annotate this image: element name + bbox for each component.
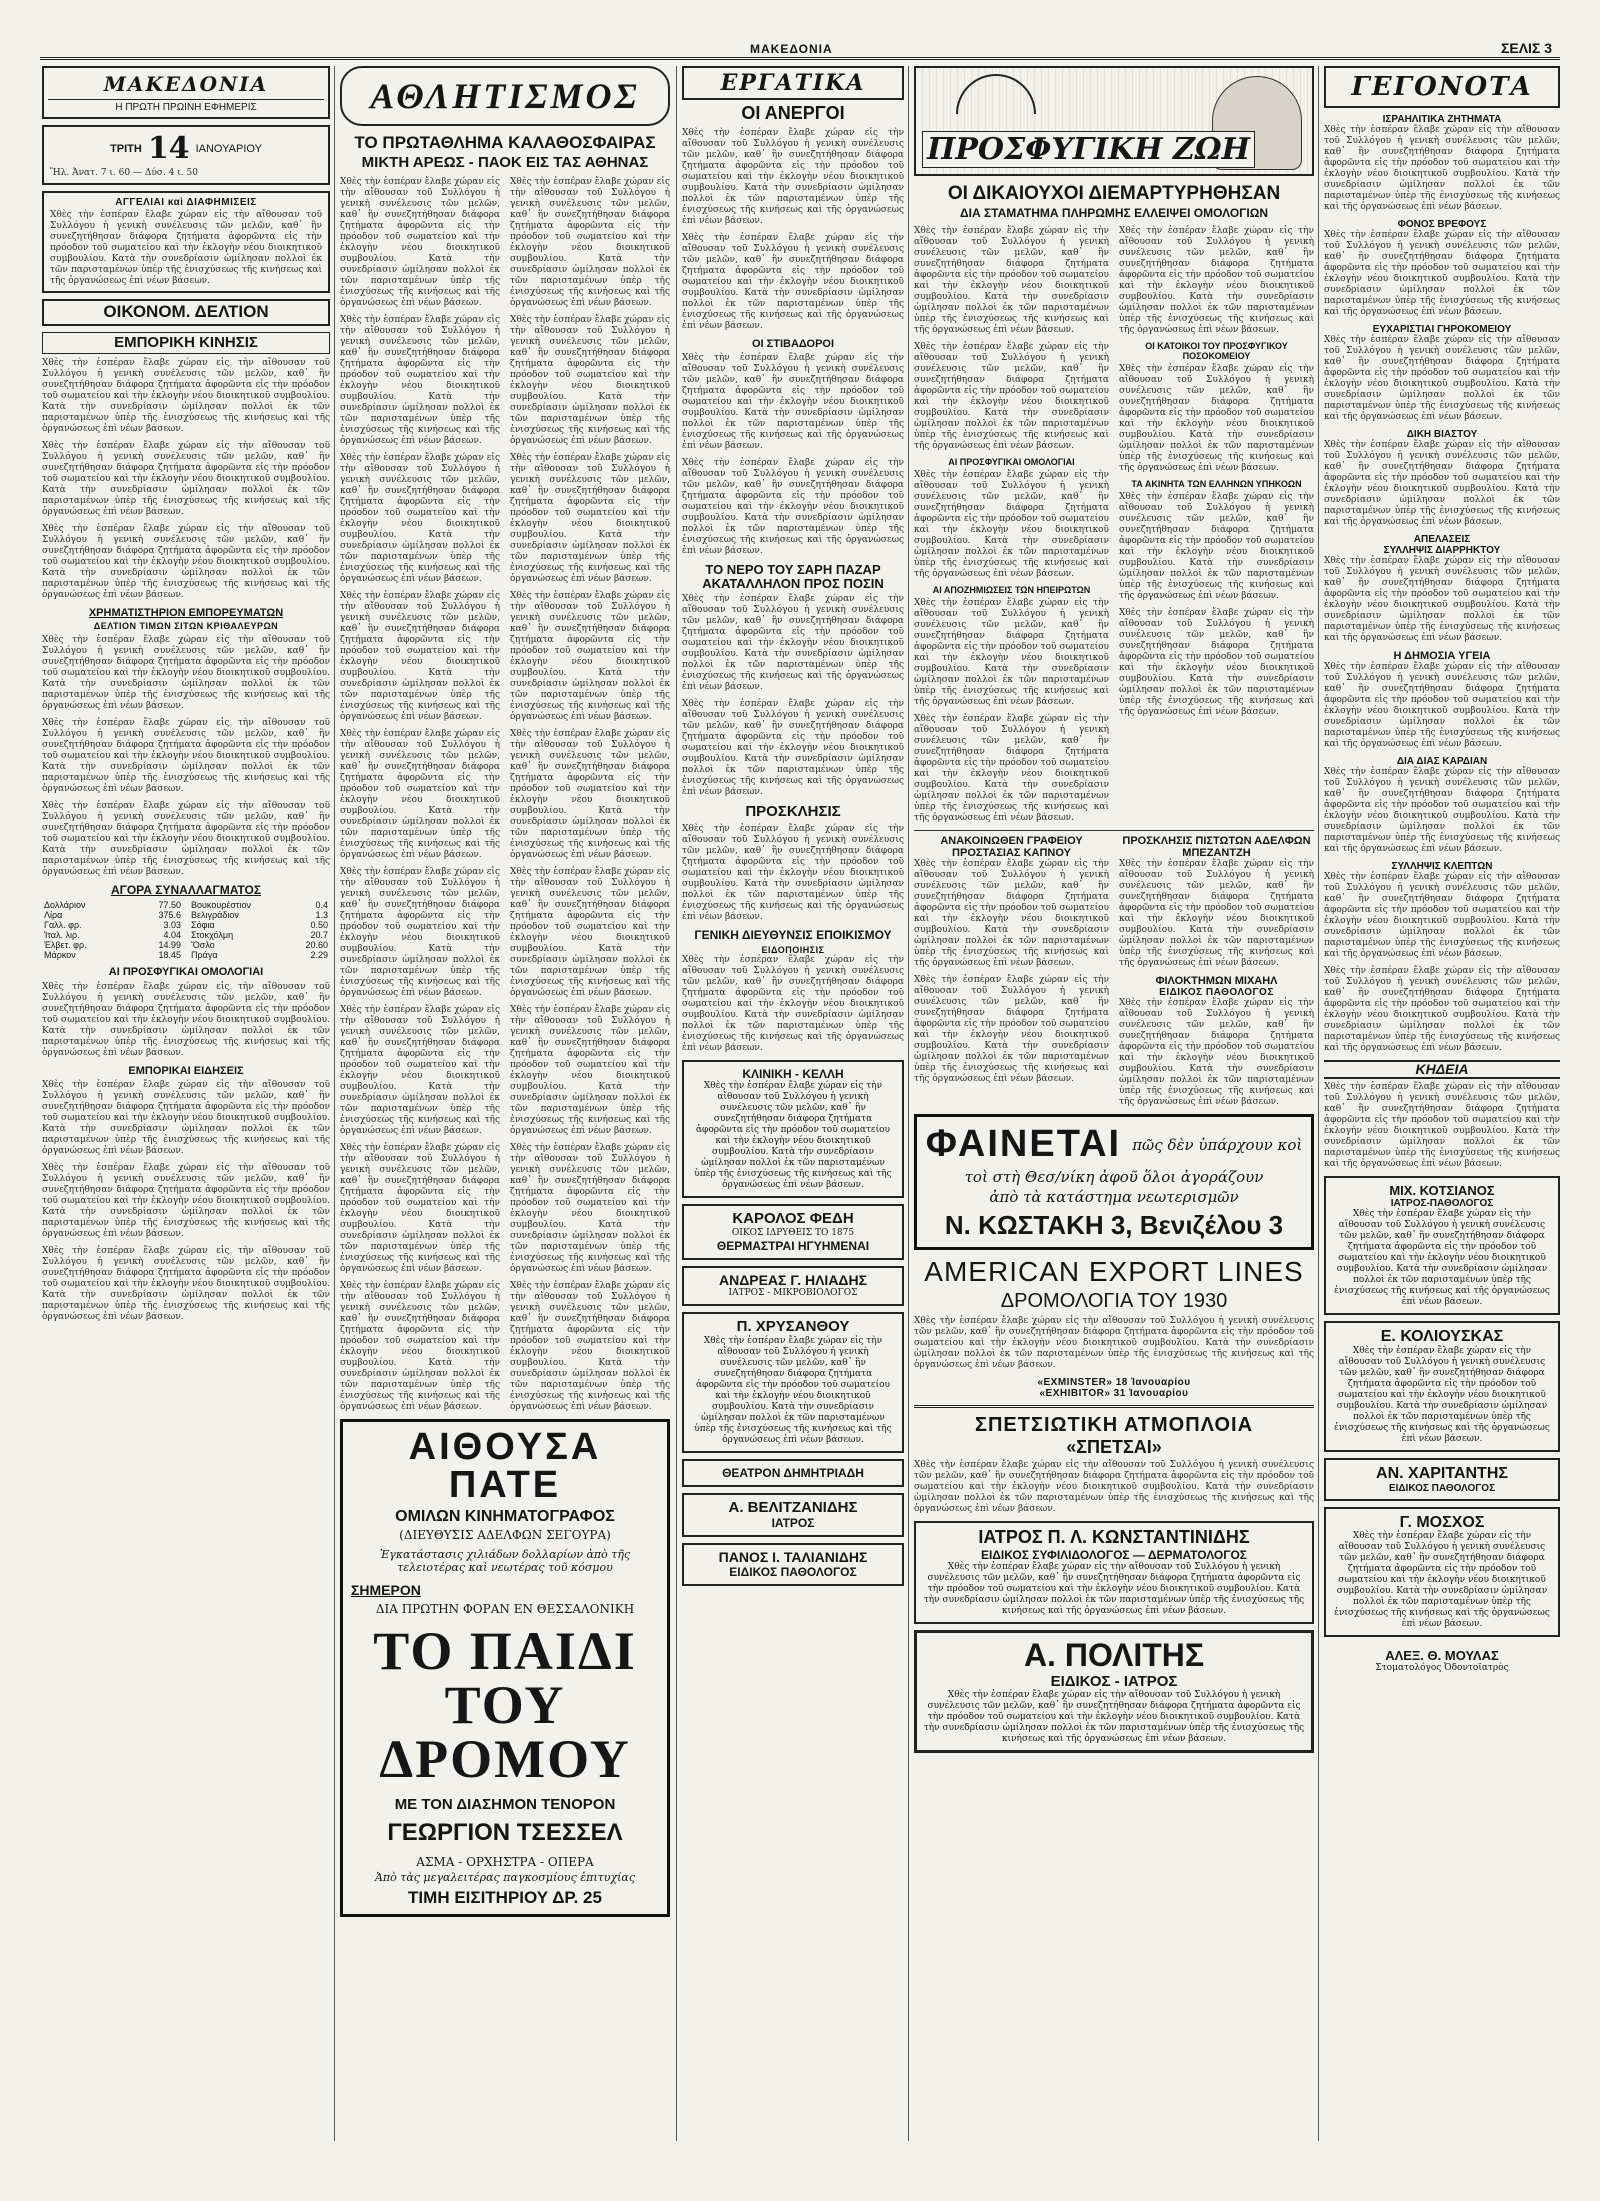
sports-subhead: ΜΙΚΤΗ ΑΡΕΩΣ - ΠΑΟΚ ΕΙΣ ΤΑΣ ΑΘΗΝΑΣ <box>361 153 649 171</box>
emporiki-heading: ΕΜΠΟΡΙΚΗ ΚΙΝΗΣΙΣ <box>42 332 330 355</box>
fedi-ad-founded: ΟΙΚΟΣ ΙΔΡΥΘΕΙΣ ΤΟ 1875 <box>731 1227 855 1238</box>
events-text: Χθὲς τὴν ἑσπέραν ἔλαβε χώραν εἰς τὴν αἴθουσαν τοῦ Συλλόγου ἡ γενικὴ συνέλευσις τῶν μελῶν, καθ᾽ ἣν συνεζητήθησαν διάφορα ζητήματα ἀφορῶντα εἰς τὴν πρόοδον τοῦ σωματείου καὶ τὴν ἐκλογὴν νέου διοικητικοῦ συμβουλίου. Κατὰ τὴν συνεδρίασιν ὡμίλησαν πολλοὶ ἐκ τῶν παρισταμένων ὑπὲρ τῆς ἐνισχύσεως τῆς κινήσεως καὶ τῆς ὀργανώσεως ἐπὶ νέων βάσεων. <box>1324 230 1560 317</box>
events-heading: ΦΟΝΟΣ ΒΡΕΦΟΥΣ <box>1397 219 1487 230</box>
events-section-banner: ΓΕΓΟΝΟΤΑ <box>1324 66 1560 108</box>
table-row: Βελιγράδιον 1.3 <box>191 910 328 921</box>
page-header-strip <box>40 40 1560 60</box>
politis-ad-title: ΕΙΔΙΚΟΣ - ΙΑΤΡΟΣ <box>1050 1672 1178 1690</box>
epoikismos-text: Χθὲς τὴν ἑσπέραν ἔλαβε χώραν εἰς τὴν αἴθουσαν τοῦ Συλλόγου ἡ γενικὴ συνέλευσις τῶν μελῶν, καθ᾽ ἣν συνεζητήθησαν διάφορα ζητήματα ἀφορῶντα εἰς τὴν πρόοδον τοῦ σωματείου καὶ τὴν ἐκλογὴν νέου διοικητικοῦ συμβουλίου. Κατὰ τὴν συνεδρίασιν ὡμίλησαν πολλοὶ ἐκ τῶν παρισταμένων ὑπὲρ τῆς ἐνισχύσεως τῆς κινήσεως καὶ τῆς ὀργανώσεως ἐπὶ νέων βάσεων. <box>682 955 904 1054</box>
refugee-text: Χθὲς τὴν ἑσπέραν ἔλαβε χώραν εἰς τὴν αἴθουσαν τοῦ Συλλόγου ἡ γενικὴ συνέλευσις τῶν μελῶν, καθ᾽ ἣν συνεζητήθησαν διάφορα ζητήματα ἀφορῶντα εἰς τὴν πρόοδον τοῦ σωματείου καὶ τὴν ἐκλογὴν νέου διοικητικοῦ συμβουλίου. Κατὰ τὴν συνεδρίασιν ὡμίλησαν πολλοὶ ἐκ τῶν παρισταμένων ὑπὲρ τῆς ἐνισχύσεως τῆς κινήσεως καὶ τῆς ὀργανώσεως ἐπὶ νέων βάσεων. <box>1119 226 1314 336</box>
events-heading: ΔΙΑ ΔΙΑΣ ΚΑΡΔΙΑΝ <box>1396 756 1488 768</box>
cinema-ad-film: ΤΟ ΠΑΙΔΙ ΤΟΥ ΔΡΟΜΟΥ <box>373 1621 637 1790</box>
sports-text: Χθὲς τὴν ἑσπέραν ἔλαβε χώραν εἰς τὴν αἴθουσαν τοῦ Συλλόγου ἡ γενικὴ συνέλευσις τῶν μελῶν, καθ᾽ ἣν συνεζητήθησαν διάφορα ζητήματα ἀφορῶντα εἰς τὴν πρόοδον τοῦ σωματείου καὶ τὴν ἐκλογὴν νέου διοικητικοῦ συμβουλίου. Κατὰ τὴν συνεδρίασιν ὡμίλησαν πολλοὶ ἐκ τῶν παρισταμένων ὑπὲρ τῆς ἐνισχύσεως τῆς κινήσεως καὶ τῆς ὀργανώσεως ἐπὶ νέων βάσεων. <box>510 867 670 999</box>
column-rule <box>334 66 335 2141</box>
sports-text: Χθὲς τὴν ἑσπέραν ἔλαβε χώραν εἰς τὴν αἴθουσαν τοῦ Συλλόγου ἡ γενικὴ συνέλευσις τῶν μελῶν, καθ᾽ ἣν συνεζητήθησαν διάφορα ζητήματα ἀφορῶντα εἰς τὴν πρόοδον τοῦ σωματείου καὶ τὴν ἐκλογὴν νέου διοικητικοῦ συμβουλίου. Κατὰ τὴν συνεδρίασιν ὡμίλησαν πολλοὶ ἐκ τῶν παρισταμένων ὑπὲρ τῆς ἐνισχύσεως τῆς κινήσεως καὶ τῆς ὀργανώσεως ἐπὶ νέων βάσεων. <box>510 177 670 309</box>
cinema-ad-today: ΣΗΜΕΡΟΝ <box>351 1582 421 1599</box>
ipeirotes-text-2: Χθὲς τὴν ἑσπέραν ἔλαβε χώραν εἰς τὴν αἴθουσαν τοῦ Συλλόγου ἡ γενικὴ συνέλευσις τῶν μελῶν, καθ᾽ ἣν συνεζητήθησαν διάφορα ζητήματα ἀφορῶντα εἰς τὴν πρόοδον τοῦ σωματείου καὶ τὴν ἐκλογὴν νέου διοικητικοῦ συμβουλίου. Κατὰ τὴν συνεδρίασιν ὡμίλησαν πολλοὶ ἐκ τῶν παρισταμένων ὑπὲρ τῆς ἐνισχύσεως τῆς κινήσεως καὶ τῆς ὀργανώσεως ἐπὶ νέων βάσεων. <box>914 713 1109 823</box>
masthead-subtitle: Η ΠΡΩΤΗ ΠΡΩΙΝΗ ΕΦΗΜΕΡΙΣ <box>48 99 324 113</box>
american-export-text: Χθὲς τὴν ἑσπέραν ἔλαβε χώραν εἰς τὴν αἴθουσαν τοῦ Συλλόγου ἡ γενικὴ συνέλευσις τῶν μελῶν, καθ᾽ ἣν συνεζητήθησαν διάφορα ζητήματα ἀφορῶντα εἰς τὴν πρόοδον τοῦ σωματείου καὶ τὴν ἐκλογὴν νέου διοικητικοῦ συμβουλίου. Κατὰ τὴν συνεδρίασιν ὡμίλησαν πολλοὶ ἐκ τῶν παρισταμένων ὑπὲρ τῆς ἐνισχύσεως τῆς κινήσεως καὶ τῆς ὀργανώσεως ἐπὶ νέων βάσεων. <box>914 1316 1314 1371</box>
ship-line: «EXHIBITOR» 31 Ἰανουαρίου <box>1039 1388 1189 1400</box>
masthead-box <box>42 66 330 119</box>
announcements-row <box>914 830 1314 1114</box>
eidiseis-text-2: Χθὲς τὴν ἑσπέραν ἔλαβε χώραν εἰς τὴν αἴθουσαν τοῦ Συλλόγου ἡ γενικὴ συνέλευσις τῶν μελῶν, καθ᾽ ἣν συνεζητήθησαν διάφορα ζητήματα ἀφορῶντα εἰς τὴν πρόοδον τοῦ σωματείου καὶ τὴν ἐκλογὴν νέου διοικητικοῦ συμβουλίου. Κατὰ τὴν συνεδρίασιν ὡμίλησαν πολλοὶ ἐκ τῶν παρισταμένων ὑπὲρ τῆς ἐνισχύσεως τῆς κινήσεως καὶ τῆς ὀργανώσεως ἐπὶ νέων βάσεων. <box>42 1162 330 1239</box>
sports-text: Χθὲς τὴν ἑσπέραν ἔλαβε χώραν εἰς τὴν αἴθουσαν τοῦ Συλλόγου ἡ γενικὴ συνέλευσις τῶν μελῶν, καθ᾽ ἣν συνεζητήθησαν διάφορα ζητήματα ἀφορῶντα εἰς τὴν πρόοδον τοῦ σωματείου καὶ τὴν ἐκλογὴν νέου διοικητικοῦ συμβουλίου. Κατὰ τὴν συνεδρίασιν ὡμίλησαν πολλοὶ ἐκ τῶν παρισταμένων ὑπὲρ τῆς ἐνισχύσεως τῆς κινήσεως καὶ τῆς ὀργανώσεως ἐπὶ νέων βάσεων. <box>510 1143 670 1275</box>
american-export-title: AMERICAN EXPORT LINES <box>924 1256 1304 1288</box>
cinema-ad-note: Ἐγκατάστασις χιλιάδων δολλαρίων ἀπὸ τῆς τελειοτέρας καὶ νεωτέρας τοῦ κόσμου <box>379 1548 631 1575</box>
cinema-ad <box>340 1419 670 1917</box>
koliouskas-ad-name: Ε. ΚΟΛΙΟΥΣΚΑΣ <box>1380 1328 1504 1346</box>
labour-headline: ΟΙ ΑΝΕΡΓΟΙ <box>741 103 845 123</box>
theatre-ad-name: ΘΕΑΤΡΟΝ ΔΗΜΗΤΡΙΑΔΗ <box>722 1465 864 1480</box>
notices-ad-text: Χθὲς τὴν ἑσπέραν ἔλαβε χώραν εἰς τὴν αἴθουσαν τοῦ Συλλόγου ἡ γενικὴ συνέλευσις τῶν μελῶν, καθ᾽ ἣν συνεζητήθησαν διάφορα ζητήματα ἀφορῶντα εἰς τὴν πρόοδον τοῦ σωματείου καὶ τὴν ἐκλογὴν νέου διοικητικοῦ συμβουλίου. Κατὰ τὴν συνεδρίασιν ὡμίλησαν πολλοὶ ἐκ τῶν παρισταμένων ὑπὲρ τῆς ἐνισχύσεως τῆς κινήσεως καὶ τῆς ὀργανώσεως ἐπὶ νέων βάσεων. <box>50 210 322 286</box>
sports-headline: ΤΟ ΠΡΩΤΑΘΛΗΜΑ ΚΑΛΑΘΟΣΦΑΙΡΑΣ <box>354 133 656 152</box>
konstantinidis-ad-text: Χθὲς τὴν ἑσπέραν ἔλαβε χώραν εἰς τὴν αἴθουσαν τοῦ Συλλόγου ἡ γενικὴ συνέλευσις τῶν μελῶν, καθ᾽ ἣν συνεζητήθησαν διάφορα ζητήματα ἀφορῶντα εἰς τὴν πρόοδον τοῦ σωματείου καὶ τὴν ἐκλογὴν νέου διοικητικοῦ συμβουλίου. Κατὰ τὴν συνεδρίασιν ὡμίλησαν πολλοὶ ἐκ τῶν παρισταμένων ὑπὲρ τῆς ἐνισχύσεως τῆς κινήσεως καὶ τῆς ὀργανώσεως ἐπὶ νέων βάσεων. <box>923 1561 1305 1616</box>
mihail-text: Χθὲς τὴν ἑσπέραν ἔλαβε χώραν εἰς τὴν αἴθουσαν τοῦ Συλλόγου ἡ γενικὴ συνέλευσις τῶν μελῶν, καθ᾽ ἣν συνεζητήθησαν διάφορα ζητήματα ἀφορῶντα εἰς τὴν πρόοδον τοῦ σωματείου καὶ τὴν ἐκλογὴν νέου διοικητικοῦ συμβουλίου. Κατὰ τὴν συνεδρίασιν ὡμίλησαν πολλοὶ ἐκ τῶν παρισταμένων ὑπὲρ τῆς ἐνισχύσεως τῆς κινήσεως καὶ τῆς ὀργανώσεως ἐπὶ νέων βάσεων. <box>1119 998 1314 1108</box>
omologiai-heading: ΑΙ ΠΡΟΣΦΥΓΙΚΑΙ ΟΜΟΛΟΓΙΑΙ <box>948 457 1075 468</box>
labour-text: Χθὲς τὴν ἑσπέραν ἔλαβε χώραν εἰς τὴν αἴθουσαν τοῦ Συλλόγου ἡ γενικὴ συνέλευσις τῶν μελῶν, καθ᾽ ἣν συνεζητήθησαν διάφορα ζητήματα ἀφορῶντα εἰς τὴν πρόοδον τοῦ σωματείου καὶ τὴν ἐκλογὴν νέου διοικητικοῦ συμβουλίου. Κατὰ τὴν συνεδρίασιν ὡμίλησαν πολλοὶ ἐκ τῶν παρισταμένων ὑπὲρ τῆς ἐνισχύσεως τῆς κινήσεως καὶ τῆς ὀργανώσεως ἐπὶ νέων βάσεων. <box>682 232 904 331</box>
kostaki-ad-line-2: τοὶ στὴ Θεσ/νίκη ἀφοῦ ὅλοι ἀγοράζουν <box>964 1168 1264 1187</box>
events-text: Χθὲς τὴν ἑσπέραν ἔλαβε χώραν εἰς τὴν αἴθουσαν τοῦ Συλλόγου ἡ γενικὴ συνέλευσις τῶν μελῶν, καθ᾽ ἣν συνεζητήθησαν διάφορα ζητήματα ἀφορῶντα εἰς τὴν πρόοδον τοῦ σωματείου καὶ τὴν ἐκλογὴν νέου διοικητικοῦ συμβουλίου. Κατὰ τὴν συνεδρίασιν ὡμίλησαν πολλοὶ ἐκ τῶν παρισταμένων ὑπὲρ τῆς ἐνισχύσεως τῆς κινήσεως καὶ τῆς ὀργανώσεως ἐπὶ νέων βάσεων. <box>1324 556 1560 643</box>
prosklisis-heading: ΠΡΟΣΚΛΗΣΙΣ <box>745 803 841 821</box>
chrysanthou-ad <box>682 1312 904 1453</box>
bezantzi-heading: ΠΡΟΣΚΛΗΣΙΣ ΠΙΣΤΩΤΩΝ ΑΔΕΛΦΩΝ ΜΠΕΖΑΝΤΖΗ <box>1122 834 1311 859</box>
nosokomeio-text: Χθὲς τὴν ἑσπέραν ἔλαβε χώραν εἰς τὴν αἴθουσαν τοῦ Συλλόγου ἡ γενικὴ συνέλευσις τῶν μελῶν, καθ᾽ ἣν συνεζητήθησαν διάφορα ζητήματα ἀφορῶντα εἰς τὴν πρόοδον τοῦ σωματείου καὶ τὴν ἐκλογὴν νέου διοικητικοῦ συμβουλίου. Κατὰ τὴν συνεδρίασιν ὡμίλησαν πολλοὶ ἐκ τῶν παρισταμένων ὑπὲρ τῆς ἐνισχύσεως τῆς κινήσεως καὶ τῆς ὀργανώσεως ἐπὶ νέων βάσεων. <box>1119 363 1314 473</box>
sports-text: Χθὲς τὴν ἑσπέραν ἔλαβε χώραν εἰς τὴν αἴθουσαν τοῦ Συλλόγου ἡ γενικὴ συνέλευσις τῶν μελῶν, καθ᾽ ἣν συνεζητήθησαν διάφορα ζητήματα ἀφορῶντα εἰς τὴν πρόοδον τοῦ σωματείου καὶ τὴν ἐκλογὴν νέου διοικητικοῦ συμβουλίου. Κατὰ τὴν συνεδρίασιν ὡμίλησαν πολλοὶ ἐκ τῶν παρισταμένων ὑπὲρ τῆς ἐνισχύσεως τῆς κινήσεως καὶ τῆς ὀργανώσεως ἐπὶ νέων βάσεων. <box>510 1281 670 1413</box>
table-row: Ἰταλ. λιρ. 4.04 <box>44 930 181 941</box>
akinita-text: Χθὲς τὴν ἑσπέραν ἔλαβε χώραν εἰς τὴν αἴθουσαν τοῦ Συλλόγου ἡ γενικὴ συνέλευσις τῶν μελῶν, καθ᾽ ἣν συνεζητήθησαν διάφορα ζητήματα ἀφορῶντα εἰς τὴν πρόοδον τοῦ σωματείου καὶ τὴν ἐκλογὴν νέου διοικητικοῦ συμβουλίου. Κατὰ τὴν συνεδρίασιν ὡμίλησαν πολλοὶ ἐκ τῶν παρισταμένων ὑπὲρ τῆς ἐνισχύσεως τῆς κινήσεως καὶ τῆς ὀργανώσεως ἐπὶ νέων βάσεων. <box>1119 491 1314 601</box>
kelli-clinic-text: Χθὲς τὴν ἑσπέραν ἔλαβε χώραν εἰς τὴν αἴθουσαν τοῦ Συλλόγου ἡ γενικὴ συνέλευσις τῶν μελῶν, καθ᾽ ἣν συνεζητήθησαν διάφορα ζητήματα ἀφορῶντα εἰς τὴν πρόοδον τοῦ σωματείου καὶ τὴν ἐκλογὴν νέου διοικητικοῦ συμβουλίου. Κατὰ τὴν συνεδρίασιν ὡμίλησαν πολλοὶ ἐκ τῶν παρισταμένων ὑπὲρ τῆς ἐνισχύσεως τῆς κινήσεως καὶ τῆς ὀργανώσεως ἐπὶ νέων βάσεων. <box>694 1081 892 1191</box>
events-heading: ΔΙΚΗ ΒΙΑΣΤΟΥ <box>1406 429 1478 440</box>
date-month: ΙΑΝΟΥΑΡΙΟΥ <box>195 142 262 155</box>
emporiki-text-3: Χθὲς τὴν ἑσπέραν ἔλαβε χώραν εἰς τὴν αἴθουσαν τοῦ Συλλόγου ἡ γενικὴ συνέλευσις τῶν μελῶν, καθ᾽ ἣν συνεζητήθησαν διάφορα ζητήματα ἀφορῶντα εἰς τὴν πρόοδον τοῦ σωματείου καὶ τὴν ἐκλογὴν νέου διοικητικοῦ συμβουλίου. Κατὰ τὴν συνεδρίασιν ὡμίλησαν πολλοὶ ἐκ τῶν παρισταμένων ὑπὲρ τῆς ἐνισχύσεως τῆς κινήσεως καὶ τῆς ὀργανώσεως ἐπὶ νέων βάσεων. <box>42 524 330 601</box>
column-rule <box>908 66 909 2141</box>
column-rule <box>1318 66 1319 2141</box>
ipeirotes-text: Χθὲς τὴν ἑσπέραν ἔλαβε χώραν εἰς τὴν αἴθουσαν τοῦ Συλλόγου ἡ γενικὴ συνέλευσις τῶν μελῶν, καθ᾽ ἣν συνεζητήθησαν διάφορα ζητήματα ἀφορῶντα εἰς τὴν πρόοδον τοῦ σωματείου καὶ τὴν ἐκλογὴν νέου διοικητικοῦ συμβουλίου. Κατὰ τὴν συνεδρίασιν ὡμίλησαν πολλοὶ ἐκ τῶν παρισταμένων ὑπὲρ τῆς ἐνισχύσεως τῆς κινήσεως καὶ τῆς ὀργανώσεως ἐπὶ νέων βάσεων. <box>914 597 1109 707</box>
refugee-life-logo <box>914 66 1314 176</box>
epoikismos-heading: ΓΕΝΙΚΗ ΔΙΕΥΘΥΝΣΙΣ ΕΠΟΙΚΙΣΜΟΥ <box>694 927 892 942</box>
date-day: 14 <box>147 131 190 166</box>
spetsiotiki-text: Χθὲς τὴν ἑσπέραν ἔλαβε χώραν εἰς τὴν αἴθουσαν τοῦ Συλλόγου ἡ γενικὴ συνέλευσις τῶν μελῶν, καθ᾽ ἣν συνεζητήθησαν διάφορα ζητήματα ἀφορῶντα εἰς τὴν πρόοδον τοῦ σωματείου καὶ τὴν ἐκλογὴν νέου διοικητικοῦ συμβουλίου. Κατὰ τὴν συνεδρίασιν ὡμίλησαν πολλοὶ ἐκ τῶν παρισταμένων ὑπὲρ τῆς ἐνισχύσεως τῆς κινήσεως καὶ τῆς ὀργανώσεως ἐπὶ νέων βάσεων. <box>914 1459 1314 1514</box>
kelli-clinic-ad <box>682 1060 904 1198</box>
velitzanidis-ad <box>682 1493 904 1538</box>
sports-text: Χθὲς τὴν ἑσπέραν ἔλαβε χώραν εἰς τὴν αἴθουσαν τοῦ Συλλόγου ἡ γενικὴ συνέλευσις τῶν μελῶν, καθ᾽ ἣν συνεζητήθησαν διάφορα ζητήματα ἀφορῶντα εἰς τὴν πρόοδον τοῦ σωματείου καὶ τὴν ἐκλογὴν νέου διοικητικοῦ συμβουλίου. Κατὰ τὴν συνεδρίασιν ὡμίλησαν πολλοὶ ἐκ τῶν παρισταμένων ὑπὲρ τῆς ἐνισχύσεως τῆς κινήσεως καὶ τῆς ὀργανώσεως ἐπὶ νέων βάσεων. <box>510 729 670 861</box>
sun-illustration <box>956 74 1036 114</box>
ship-line: «EXMINSTER» 18 Ἰανουαρίου <box>1037 1377 1191 1389</box>
koliouskas-ad-text: Χθὲς τὴν ἑσπέραν ἔλαβε χώραν εἰς τὴν αἴθουσαν τοῦ Συλλόγου ἡ γενικὴ συνέλευσις τῶν μελῶν, καθ᾽ ἣν συνεζητήθησαν διάφορα ζητήματα ἀφορῶντα εἰς τὴν πρόοδον τοῦ σωματείου καὶ τὴν ἐκλογὴν νέου διοικητικοῦ συμβουλίου. Κατὰ τὴν συνεδρίασιν ὡμίλησαν πολλοὶ ἐκ τῶν παρισταμένων ὑπὲρ τῆς ἐνισχύσεως τῆς κινήσεως καὶ τῆς ὀργανώσεως ἐπὶ νέων βάσεων. <box>1334 1346 1550 1445</box>
column-refugee-life <box>914 66 1314 2141</box>
table-row: Γαλλ. φρ. 3.03 <box>44 920 181 931</box>
sports-text: Χθὲς τὴν ἑσπέραν ἔλαβε χώραν εἰς τὴν αἴθουσαν τοῦ Συλλόγου ἡ γενικὴ συνέλευσις τῶν μελῶν, καθ᾽ ἣν συνεζητήθησαν διάφορα ζητήματα ἀφορῶντα εἰς τὴν πρόοδον τοῦ σωματείου καὶ τὴν ἐκλογὴν νέου διοικητικοῦ συμβουλίου. Κατὰ τὴν συνεδρίασιν ὡμίλησαν πολλοὶ ἐκ τῶν παρισταμένων ὑπὲρ τῆς ἐνισχύσεως τῆς κινήσεως καὶ τῆς ὀργανώσεως ἐπὶ νέων βάσεων. <box>510 315 670 447</box>
theatre-ad <box>682 1459 904 1487</box>
kostaki-ad-line-3: ἀπὸ τὰ κατάστημα νεωτερισμῶν <box>989 1188 1239 1207</box>
water-heading: ΤΟ ΝΕΡΟ ΤΟΥ ΣΑΡΗ ΠΑΖΑΡ ΑΚΑΤΑΛΛΗΛΟΝ ΠΡΟΣ ΠΟΣΙΝ <box>702 561 884 592</box>
header-paper-name: ΜΑΚΕΔΟΝΙΑ <box>750 42 833 56</box>
column-rule <box>676 66 677 2141</box>
prosklisis-text: Χθὲς τὴν ἑσπέραν ἔλαβε χώραν εἰς τὴν αἴθουσαν τοῦ Συλλόγου ἡ γενικὴ συνέλευσις τῶν μελῶν, καθ᾽ ἣν συνεζητήθησαν διάφορα ζητήματα ἀφορῶντα εἰς τὴν πρόοδον τοῦ σωματείου καὶ τὴν ἐκλογὴν νέου διοικητικοῦ συμβουλίου. Κατὰ τὴν συνεδρίασιν ὡμίλησαν πολλοὶ ἐκ τῶν παρισταμένων ὑπὲρ τῆς ἐνισχύσεως τῆς κινήσεως καὶ τῆς ὀργανώσεως ἐπὶ νέων βάσεων. <box>682 823 904 922</box>
table-row: Μάρκον 18.45 <box>44 950 181 961</box>
table-row: Δολλάριον 77.50 <box>44 900 181 911</box>
kideia-text: Χθὲς τὴν ἑσπέραν ἔλαβε χώραν εἰς τὴν αἴθουσαν τοῦ Συλλόγου ἡ γενικὴ συνέλευσις τῶν μελῶν, καθ᾽ ἣν συνεζητήθησαν διάφορα ζητήματα ἀφορῶντα εἰς τὴν πρόοδον τοῦ σωματείου καὶ τὴν ἐκλογὴν νέου διοικητικοῦ συμβουλίου. Κατὰ τὴν συνεδρίασιν ὡμίλησαν πολλοὶ ἐκ τῶν παρισταμένων ὑπὲρ τῆς ἐνισχύσεως τῆς κινήσεως καὶ τῆς ὀργανώσεως ἐπὶ νέων βάσεων. <box>1324 1082 1560 1170</box>
table-row: Λίρα 375.6 <box>44 910 181 921</box>
akinita-text-2: Χθὲς τὴν ἑσπέραν ἔλαβε χώραν εἰς τὴν αἴθουσαν τοῦ Συλλόγου ἡ γενικὴ συνέλευσις τῶν μελῶν, καθ᾽ ἣν συνεζητήθησαν διάφορα ζητήματα ἀφορῶντα εἰς τὴν πρόοδον τοῦ σωματείου καὶ τὴν ἐκλογὴν νέου διοικητικοῦ συμβουλίου. Κατὰ τὴν συνεδρίασιν ὡμίλησαν πολλοὶ ἐκ τῶν παρισταμένων ὑπὲρ τῆς ἐνισχύσεως τῆς κινήσεως καὶ τῆς ὀργανώσεως ἐπὶ νέων βάσεων. <box>1119 607 1314 717</box>
kapnou-heading: ΑΝΑΚΟΙΝΩΘΕΝ ΓΡΑΦΕΙΟΥ ΠΡΟΣΤΑΣΙΑΣ ΚΑΠΝΟΥ <box>940 834 1083 859</box>
table-row: Σόφια 0.50 <box>191 920 328 931</box>
nosokomeio-heading: ΟΙ ΚΑΤΟΙΚΟΙ ΤΟΥ ΠΡΟΣΦΥΓΙΚΟΥ ΠΟΣΟΚΟΜΕΙΟΥ <box>1145 341 1288 361</box>
iliadis-ad-name: ΑΝΔΡΕΑΣ Γ. ΗΛΙΑΔΗΣ <box>718 1271 868 1288</box>
date-box <box>42 125 330 185</box>
kapnou-text: Χθὲς τὴν ἑσπέραν ἔλαβε χώραν εἰς τὴν αἴθουσαν τοῦ Συλλόγου ἡ γενικὴ συνέλευσις τῶν μελῶν, καθ᾽ ἣν συνεζητήθησαν διάφορα ζητήματα ἀφορῶντα εἰς τὴν πρόοδον τοῦ σωματείου καὶ τὴν ἐκλογὴν νέου διοικητικοῦ συμβουλίου. Κατὰ τὴν συνεδρίασιν ὡμίλησαν πολλοὶ ἐκ τῶν παρισταμένων ὑπὲρ τῆς ἐνισχύσεως τῆς κινήσεως καὶ τῆς ὀργανώσεως ἐπὶ νέων βάσεων. <box>914 859 1109 969</box>
notices-ad-title: ΑΓΓΕΛΙΑΙ καὶ ΔΙΑΦΗΜΙΣΕΙΣ <box>115 197 257 208</box>
water-text: Χθὲς τὴν ἑσπέραν ἔλαβε χώραν εἰς τὴν αἴθουσαν τοῦ Συλλόγου ἡ γενικὴ συνέλευσις τῶν μελῶν, καθ᾽ ἣν συνεζητήθησαν διάφορα ζητήματα ἀφορῶντα εἰς τὴν πρόοδον τοῦ σωματείου καὶ τὴν ἐκλογὴν νέου διοικητικοῦ συμβουλίου. Κατὰ τὴν συνεδρίασιν ὡμίλησαν πολλοὶ ἐκ τῶν παρισταμένων ὑπὲρ τῆς ἐνισχύσεως τῆς κινήσεως καὶ τῆς ὀργανώσεως ἐπὶ νέων βάσεων. <box>682 699 904 798</box>
sports-text: Χθὲς τὴν ἑσπέραν ἔλαβε χώραν εἰς τὴν αἴθουσαν τοῦ Συλλόγου ἡ γενικὴ συνέλευσις τῶν μελῶν, καθ᾽ ἣν συνεζητήθησαν διάφορα ζητήματα ἀφορῶντα εἰς τὴν πρόοδον τοῦ σωματείου καὶ τὴν ἐκλογὴν νέου διοικητικοῦ συμβουλίου. Κατὰ τὴν συνεδρίασιν ὡμίλησαν πολλοὶ ἐκ τῶν παρισταμένων ὑπὲρ τῆς ἐνισχύσεως τῆς κινήσεως καὶ τῆς ὀργανώσεως ἐπὶ νέων βάσεων. <box>340 177 500 309</box>
cinema-ad-direction: (ΔΙΕΥΘΥΣΙΣ ΑΔΕΛΦΩΝ ΣΕΓΟΥΡΑ) <box>399 1528 611 1543</box>
fedi-ad-product: ΘΕΡΜΑΣΤΡΑΙ ΗΓΥΗΜΕΝΑΙ <box>716 1238 870 1253</box>
notices-ad-box <box>42 191 330 293</box>
velitzanidis-ad-name: Α. ΒΕΛΙΤΖΑΝΙΔΗΣ <box>728 1498 858 1516</box>
events-text: Χθὲς τὴν ἑσπέραν ἔλαβε χώραν εἰς τὴν αἴθουσαν τοῦ Συλλόγου ἡ γενικὴ συνέλευσις τῶν μελῶν, καθ᾽ ἣν συνεζητήθησαν διάφορα ζητήματα ἀφορῶντα εἰς τὴν πρόοδον τοῦ σωματείου καὶ τὴν ἐκλογὴν νέου διοικητικοῦ συμβουλίου. Κατὰ τὴν συνεδρίασιν ὡμίλησαν πολλοὶ ἐκ τῶν παρισταμένων ὑπὲρ τῆς ἐνισχύσεως τῆς κινήσεως καὶ τῆς ὀργανώσεως ἐπὶ νέων βάσεων. <box>1324 125 1560 212</box>
chrysanthou-ad-name: Π. ΧΡΥΣΑΝΘΟΥ <box>736 1318 850 1336</box>
sports-text: Χθὲς τὴν ἑσπέραν ἔλαβε χώραν εἰς τὴν αἴθουσαν τοῦ Συλλόγου ἡ γενικὴ συνέλευσις τῶν μελῶν, καθ᾽ ἣν συνεζητήθησαν διάφορα ζητήματα ἀφορῶντα εἰς τὴν πρόοδον τοῦ σωματείου καὶ τὴν ἐκλογὴν νέου διοικητικοῦ συμβουλίου. Κατὰ τὴν συνεδρίασιν ὡμίλησαν πολλοὶ ἐκ τῶν παρισταμένων ὑπὲρ τῆς ἐνισχύσεως τῆς κινήσεως καὶ τῆς ὀργανώσεως ἐπὶ νέων βάσεων. <box>510 1005 670 1137</box>
fx-table-2 <box>189 900 330 960</box>
masthead-title: ΜΑΚΕΔΟΝΙΑ <box>103 72 269 96</box>
konstantinidis-ad <box>914 1521 1314 1624</box>
events-heading: ΕΥΧΑΡΙΣΤΙΑΙ ΓΗΡΟΚΟΜΕΙΟΥ <box>1372 324 1512 335</box>
politis-ad <box>914 1630 1314 1753</box>
deltion-heading: ΔΕΛΤΙΟΝ ΤΙΜΩΝ ΣΙΤΩΝ ΚΡΙΘΑΛΕΥΡΩΝ <box>93 621 279 632</box>
column-sports <box>340 66 670 2141</box>
events-text: Χθὲς τὴν ἑσπέραν ἔλαβε χώραν εἰς τὴν αἴθουσαν τοῦ Συλλόγου ἡ γενικὴ συνέλευσις τῶν μελῶν, καθ᾽ ἣν συνεζητήθησαν διάφορα ζητήματα ἀφορῶντα εἰς τὴν πρόοδον τοῦ σωματείου καὶ τὴν ἐκλογὴν νέου διοικητικοῦ συμβουλίου. Κατὰ τὴν συνεδρίασιν ὡμίλησαν πολλοὶ ἐκ τῶν παρισταμένων ὑπὲρ τῆς ἐνισχύσεως τῆς κινήσεως καὶ τῆς ὀργανώσεως ἐπὶ νέων βάσεων. <box>1324 335 1560 422</box>
events-text: Χθὲς τὴν ἑσπέραν ἔλαβε χώραν εἰς τὴν αἴθουσαν τοῦ Συλλόγου ἡ γενικὴ συνέλευσις τῶν μελῶν, καθ᾽ ἣν συνεζητήθησαν διάφορα ζητήματα ἀφορῶντα εἰς τὴν πρόοδον τοῦ σωματείου καὶ τὴν ἐκλογὴν νέου διοικητικοῦ συμβουλίου. Κατὰ τὴν συνεδρίασιν ὡμίλησαν πολλοὶ ἐκ τῶν παρισταμένων ὑπὲρ τῆς ἐνισχύσεως τῆς κινήσεως καὶ τῆς ὀργανώσεως ἐπὶ νέων βάσεων. <box>1324 440 1560 527</box>
epoikismos-subheading: ΕΙΔΟΠΟΙΗΣΙΣ <box>761 945 825 956</box>
chrimat-text: Χθὲς τὴν ἑσπέραν ἔλαβε χώραν εἰς τὴν αἴθουσαν τοῦ Συλλόγου ἡ γενικὴ συνέλευσις τῶν μελῶν, καθ᾽ ἣν συνεζητήθησαν διάφορα ζητήματα ἀφορῶντα εἰς τὴν πρόοδον τοῦ σωματείου καὶ τὴν ἐκλογὴν νέου διοικητικοῦ συμβουλίου. Κατὰ τὴν συνεδρίασιν ὡμίλησαν πολλοὶ ἐκ τῶν παρισταμένων ὑπὲρ τῆς ἐνισχύσεως τῆς κινήσεως καὶ τῆς ὀργανώσεως ἐπὶ νέων βάσεων. <box>42 635 330 712</box>
eidiseis-heading: ΕΜΠΟΡΙΚΑΙ ΕΙΔΗΣΕΙΣ <box>128 1064 244 1077</box>
date-weekday: ΤΡΙΤΗ <box>110 142 142 155</box>
refugee-text: Χθὲς τὴν ἑσπέραν ἔλαβε χώραν εἰς τὴν αἴθουσαν τοῦ Συλλόγου ἡ γενικὴ συνέλευσις τῶν μελῶν, καθ᾽ ἣν συνεζητήθησαν διάφορα ζητήματα ἀφορῶντα εἰς τὴν πρόοδον τοῦ σωματείου καὶ τὴν ἐκλογὴν νέου διοικητικοῦ συμβουλίου. Κατὰ τὴν συνεδρίασιν ὡμίλησαν πολλοὶ ἐκ τῶν παρισταμένων ὑπὲρ τῆς ἐνισχύσεως τῆς κινήσεως καὶ τῆς ὀργανώσεως ἐπὶ νέων βάσεων. <box>914 226 1109 336</box>
refugee-article <box>914 226 1314 830</box>
prosfyges-heading: ΑΙ ΠΡΟΣΦΥΓΙΚΑΙ ΟΜΟΛΟΓΙΑΙ <box>108 966 264 979</box>
cinema-ad-success: Ἀπὸ τὰς μεγαλειτέρας παγκοσμίους ἐπιτυχίας <box>374 1871 636 1885</box>
kostaki-ad-name: Ν. ΚΩΣΤΑΚΗ 3, Βενιζέλου 3 <box>944 1210 1284 1241</box>
kotsianos-ad-name: ΜΙΧ. ΚΟΤΣΙΑΝΟΣ <box>1389 1183 1495 1199</box>
ipeirotes-heading: ΑΙ ΑΠΟΖΗΜΙΩΣΕΙΣ ΤΩΝ ΗΠΕΙΡΩΤΩΝ <box>932 584 1091 595</box>
chrimat-text-2: Χθὲς τὴν ἑσπέραν ἔλαβε χώραν εἰς τὴν αἴθουσαν τοῦ Συλλόγου ἡ γενικὴ συνέλευσις τῶν μελῶν, καθ᾽ ἣν συνεζητήθησαν διάφορα ζητήματα ἀφορῶντα εἰς τὴν πρόοδον τοῦ σωματείου καὶ τὴν ἐκλογὴν νέου διοικητικοῦ συμβουλίου. Κατὰ τὴν συνεδρίασιν ὡμίλησαν πολλοὶ ἐκ τῶν παρισταμένων ὑπὲρ τῆς ἐνισχύσεως τῆς κινήσεως καὶ τῆς ὀργανώσεως ἐπὶ νέων βάσεων. <box>42 718 330 795</box>
eidiseis-text: Χθὲς τὴν ἑσπέραν ἔλαβε χώραν εἰς τὴν αἴθουσαν τοῦ Συλλόγου ἡ γενικὴ συνέλευσις τῶν μελῶν, καθ᾽ ἣν συνεζητήθησαν διάφορα ζητήματα ἀφορῶντα εἰς τὴν πρόοδον τοῦ σωματείου καὶ τὴν ἐκλογὴν νέου διοικητικοῦ συμβουλίου. Κατὰ τὴν συνεδρίασιν ὡμίλησαν πολλοὶ ἐκ τῶν παρισταμένων ὑπὲρ τῆς ἐνισχύσεως τῆς κινήσεως καὶ τῆς ὀργανώσεως ἐπὶ νέων βάσεων. <box>42 1079 330 1156</box>
talianidis-ad-title: ΕΙΔΙΚΟΣ ΠΑΘΟΛΟΓΟΣ <box>729 1565 857 1580</box>
sun-times: Ἥλ. Ἀνατ. 7 ι. 60 — Δύσ. 4 ι. 50 <box>50 168 198 178</box>
events-heading: ΑΠΕΛΑΣΕΙΣ <box>1413 534 1471 545</box>
fedi-ad <box>682 1204 904 1260</box>
politis-ad-name: Α. ΠΟΛΙΤΗΣ <box>1023 1636 1205 1673</box>
mihail-heading: ΦΙΛΟΚΤΗΜΩΝ ΜΙΧΑΗΛ <box>1155 975 1278 988</box>
sports-text: Χθὲς τὴν ἑσπέραν ἔλαβε χώραν εἰς τὴν αἴθουσαν τοῦ Συλλόγου ἡ γενικὴ συνέλευσις τῶν μελῶν, καθ᾽ ἣν συνεζητήθησαν διάφορα ζητήματα ἀφορῶντα εἰς τὴν πρόοδον τοῦ σωματείου καὶ τὴν ἐκλογὴν νέου διοικητικοῦ συμβουλίου. Κατὰ τὴν συνεδρίασιν ὡμίλησαν πολλοὶ ἐκ τῶν παρισταμένων ὑπὲρ τῆς ἐνισχύσεως τῆς κινήσεως καὶ τῆς ὀργανώσεως ἐπὶ νέων βάσεων. <box>340 1281 500 1413</box>
refugee-life-logo-text: ΠΡΟΣΦΥΓΙΚΗ ΖΩΗ <box>922 131 1255 168</box>
sports-text: Χθὲς τὴν ἑσπέραν ἔλαβε χώραν εἰς τὴν αἴθουσαν τοῦ Συλλόγου ἡ γενικὴ συνέλευσις τῶν μελῶν, καθ᾽ ἣν συνεζητήθησαν διάφορα ζητήματα ἀφορῶντα εἰς τὴν πρόοδον τοῦ σωματείου καὶ τὴν ἐκλογὴν νέου διοικητικοῦ συμβουλίου. Κατὰ τὴν συνεδρίασιν ὡμίλησαν πολλοὶ ἐκ τῶν παρισταμένων ὑπὲρ τῆς ἐνισχύσεως τῆς κινήσεως καὶ τῆς ὀργανώσεως ἐπὶ νέων βάσεων. <box>340 867 500 999</box>
sports-text: Χθὲς τὴν ἑσπέραν ἔλαβε χώραν εἰς τὴν αἴθουσαν τοῦ Συλλόγου ἡ γενικὴ συνέλευσις τῶν μελῶν, καθ᾽ ἣν συνεζητήθησαν διάφορα ζητήματα ἀφορῶντα εἰς τὴν πρόοδον τοῦ σωματείου καὶ τὴν ἐκλογὴν νέου διοικητικοῦ συμβουλίου. Κατὰ τὴν συνεδρίασιν ὡμίλησαν πολλοὶ ἐκ τῶν παρισταμένων ὑπὲρ τῆς ἐνισχύσεως τῆς κινήσεως καὶ τῆς ὀργανώσεως ἐπὶ νέων βάσεων. <box>340 453 500 585</box>
events-heading: ΙΣΡΑΗΛΙΤΙΚΑ ΖΗΤΗΜΑΤΑ <box>1382 114 1502 125</box>
fx-tables <box>42 900 330 960</box>
moschos-ad-name: Γ. ΜΟΣΧΟΣ <box>1399 1513 1485 1531</box>
events-heading: ΣΥΛΛΗΨΙΣ ΚΛΕΠΤΩΝ <box>1391 861 1493 873</box>
events-heading: Η ΔΗΜΟΣΙΑ ΥΓΕΙΑ <box>1393 650 1491 662</box>
oikonom-title: ΟΙΚΟΝΟΜ. ΔΕΛΤΙΟΝ <box>103 302 269 321</box>
american-export-subtitle: ΔΡΟΜΟΛΟΓΙΑ ΤΟΥ 1930 <box>1000 1290 1228 1313</box>
labour-text: Χθὲς τὴν ἑσπέραν ἔλαβε χώραν εἰς τὴν αἴθουσαν τοῦ Συλλόγου ἡ γενικὴ συνέλευσις τῶν μελῶν, καθ᾽ ἣν συνεζητήθησαν διάφορα ζητήματα ἀφορῶντα εἰς τὴν πρόοδον τοῦ σωματείου καὶ τὴν ἐκλογὴν νέου διοικητικοῦ συμβουλίου. Κατὰ τὴν συνεδρίασιν ὡμίλησαν πολλοὶ ἐκ τῶν παρισταμένων ὑπὲρ τῆς ἐνισχύσεως τῆς κινήσεως καὶ τῆς ὀργανώσεως ἐπὶ νέων βάσεων. <box>682 127 904 226</box>
kotsianos-ad-text: Χθὲς τὴν ἑσπέραν ἔλαβε χώραν εἰς τὴν αἴθουσαν τοῦ Συλλόγου ἡ γενικὴ συνέλευσις τῶν μελῶν, καθ᾽ ἣν συνεζητήθησαν διάφορα ζητήματα ἀφορῶντα εἰς τὴν πρόοδον τοῦ σωματείου καὶ τὴν ἐκλογὴν νέου διοικητικοῦ συμβουλίου. Κατὰ τὴν συνεδρίασιν ὡμίλησαν πολλοὶ ἐκ τῶν παρισταμένων ὑπὲρ τῆς ἐνισχύσεως τῆς κινήσεως καὶ τῆς ὀργανώσεως ἐπὶ νέων βάσεων. <box>1334 1209 1550 1308</box>
mihail-subheading: ΕΙΔΙΚΟΣ ΠΑΘΟΛΟΓΟΣ <box>1159 987 1274 999</box>
politis-ad-text: Χθὲς τὴν ἑσπέραν ἔλαβε χώραν εἰς τὴν αἴθουσαν τοῦ Συλλόγου ἡ γενικὴ συνέλευσις τῶν μελῶν, καθ᾽ ἣν συνεζητήθησαν διάφορα ζητήματα ἀφορῶντα εἰς τὴν πρόοδον τοῦ σωματείου καὶ τὴν ἐκλογὴν νέου διοικητικοῦ συμβουλίου. Κατὰ τὴν συνεδρίασιν ὡμίλησαν πολλοὶ ἐκ τῶν παρισταμένων ὑπὲρ τῆς ἐνισχύσεως τῆς κινήσεως καὶ τῆς ὀργανώσεως ἐπὶ νέων βάσεων. <box>923 1689 1305 1744</box>
sports-text: Χθὲς τὴν ἑσπέραν ἔλαβε χώραν εἰς τὴν αἴθουσαν τοῦ Συλλόγου ἡ γενικὴ συνέλευσις τῶν μελῶν, καθ᾽ ἣν συνεζητήθησαν διάφορα ζητήματα ἀφορῶντα εἰς τὴν πρόοδον τοῦ σωματείου καὶ τὴν ἐκλογὴν νέου διοικητικοῦ συμβουλίου. Κατὰ τὴν συνεδρίασιν ὡμίλησαν πολλοὶ ἐκ τῶν παρισταμένων ὑπὲρ τῆς ἐνισχύσεως τῆς κινήσεως καὶ τῆς ὀργανώσεως ἐπὶ νέων βάσεων. <box>340 315 500 447</box>
charitantis-ad <box>1324 1458 1560 1501</box>
kideia-heading: ΚΗΔΕΙΑ <box>1324 1060 1560 1079</box>
sports-text: Χθὲς τὴν ἑσπέραν ἔλαβε χώραν εἰς τὴν αἴθουσαν τοῦ Συλλόγου ἡ γενικὴ συνέλευσις τῶν μελῶν, καθ᾽ ἣν συνεζητήθησαν διάφορα ζητήματα ἀφορῶντα εἰς τὴν πρόοδον τοῦ σωματείου καὶ τὴν ἐκλογὴν νέου διοικητικοῦ συμβουλίου. Κατὰ τὴν συνεδρίασιν ὡμίλησαν πολλοὶ ἐκ τῶν παρισταμένων ὑπὲρ τῆς ἐνισχύσεως τῆς κινήσεως καὶ τῆς ὀργανώσεως ἐπὶ νέων βάσεων. <box>340 591 500 723</box>
moulas-ad <box>1324 1643 1560 1679</box>
stivadoroi-text: Χθὲς τὴν ἑσπέραν ἔλαβε χώραν εἰς τὴν αἴθουσαν τοῦ Συλλόγου ἡ γενικὴ συνέλευσις τῶν μελῶν, καθ᾽ ἣν συνεζητήθησαν διάφορα ζητήματα ἀφορῶντα εἰς τὴν πρόοδον τοῦ σωματείου καὶ τὴν ἐκλογὴν νέου διοικητικοῦ συμβουλίου. Κατὰ τὴν συνεδρίασιν ὡμίλησαν πολλοὶ ἐκ τῶν παρισταμένων ὑπὲρ τῆς ἐνισχύσεως τῆς κινήσεως καὶ τῆς ὀργανώσεως ἐπὶ νέων βάσεων. <box>682 457 904 556</box>
agora-heading: ΑΓΟΡΑ ΣΥΝΑΛΛΑΓΜΑΤΟΣ <box>110 883 262 898</box>
talianidis-ad-name: ΠΑΝΟΣ Ι. ΤΑΛΙΑΝΙΔΗΣ <box>718 1549 868 1566</box>
konstantinidis-ad-title: ΕΙΔΙΚΟΣ ΣΥΦΙΛΙΔΟΛΟΓΟΣ — ΔΕΡΜΑΤΟΛΟΓΟΣ <box>980 1547 1248 1562</box>
column-economy <box>42 66 330 2141</box>
stivadoroi-text: Χθὲς τὴν ἑσπέραν ἔλαβε χώραν εἰς τὴν αἴθουσαν τοῦ Συλλόγου ἡ γενικὴ συνέλευσις τῶν μελῶν, καθ᾽ ἣν συνεζητήθησαν διάφορα ζητήματα ἀφορῶντα εἰς τὴν πρόοδον τοῦ σωματείου καὶ τὴν ἐκλογὴν νέου διοικητικοῦ συμβουλίου. Κατὰ τὴν συνεδρίασιν ὡμίλησαν πολλοὶ ἐκ τῶν παρισταμένων ὑπὲρ τῆς ἐνισχύσεως τῆς κινήσεως καὶ τῆς ὀργανώσεως ἐπὶ νέων βάσεων. <box>682 352 904 451</box>
events-text: Χθὲς τὴν ἑσπέραν ἔλαβε χώραν εἰς τὴν αἴθουσαν τοῦ Συλλόγου ἡ γενικὴ συνέλευσις τῶν μελῶν, καθ᾽ ἣν συνεζητήθησαν διάφορα ζητήματα ἀφορῶντα εἰς τὴν πρόοδον τοῦ σωματείου καὶ τὴν ἐκλογὴν νέου διοικητικοῦ συμβουλίου. Κατὰ τὴν συνεδρίασιν ὡμίλησαν πολλοὶ ἐκ τῶν παρισταμένων ὑπὲρ τῆς ἐνισχύσεως τῆς κινήσεως καὶ τῆς ὀργανώσεως ἐπὶ νέων βάσεων. <box>1324 966 1560 1054</box>
events-heading: ΣΥΛΛΗΨΙΣ ΔΙΑΡΡΗΚΤΟΥ <box>1383 545 1501 556</box>
moschos-ad <box>1324 1507 1560 1638</box>
spetsiotiki-ship: «ΣΠΕΤΣΑΙ» <box>1066 1437 1162 1458</box>
emporiki-text-2: Χθὲς τὴν ἑσπέραν ἔλαβε χώραν εἰς τὴν αἴθουσαν τοῦ Συλλόγου ἡ γενικὴ συνέλευσις τῶν μελῶν, καθ᾽ ἣν συνεζητήθησαν διάφορα ζητήματα ἀφορῶντα εἰς τὴν πρόοδον τοῦ σωματείου καὶ τὴν ἐκλογὴν νέου διοικητικοῦ συμβουλίου. Κατὰ τὴν συνεδρίασιν ὡμίλησαν πολλοὶ ἐκ τῶν παρισταμένων ὑπὲρ τῆς ἐνισχύσεως τῆς κινήσεως καὶ τῆς ὀργανώσεως ἐπὶ νέων βάσεων. <box>42 441 330 518</box>
refugee-headline: ΟΙ ΔΙΚΑΙΟΥΧΟΙ ΔΙΕΜΑΡΤΥΡΗΘΗΣΑΝ <box>947 183 1281 204</box>
sports-text: Χθὲς τὴν ἑσπέραν ἔλαβε χώραν εἰς τὴν αἴθουσαν τοῦ Συλλόγου ἡ γενικὴ συνέλευσις τῶν μελῶν, καθ᾽ ἣν συνεζητήθησαν διάφορα ζητήματα ἀφορῶντα εἰς τὴν πρόοδον τοῦ σωματείου καὶ τὴν ἐκλογὴν νέου διοικητικοῦ συμβουλίου. Κατὰ τὴν συνεδρίασιν ὡμίλησαν πολλοὶ ἐκ τῶν παρισταμένων ὑπὲρ τῆς ἐνισχύσεως τῆς κινήσεως καὶ τῆς ὀργανώσεως ἐπὶ νέων βάσεων. <box>510 591 670 723</box>
table-row: Ἑλβετ. φρ. 14.99 <box>44 940 181 951</box>
cinema-ad-title: ΑΙΘΟΥΣΑ ΠΑΤΕ <box>408 1426 602 1507</box>
talianidis-ad <box>682 1543 904 1586</box>
chrimat-text-3: Χθὲς τὴν ἑσπέραν ἔλαβε χώραν εἰς τὴν αἴθουσαν τοῦ Συλλόγου ἡ γενικὴ συνέλευσις τῶν μελῶν, καθ᾽ ἣν συνεζητήθησαν διάφορα ζητήματα ἀφορῶντα εἰς τὴν πρόοδον τοῦ σωματείου καὶ τὴν ἐκλογὴν νέου διοικητικοῦ συμβουλίου. Κατὰ τὴν συνεδρίασιν ὡμίλησαν πολλοὶ ἐκ τῶν παρισταμένων ὑπὲρ τῆς ἐνισχύσεως τῆς κινήσεως καὶ τῆς ὀργανώσεως ἐπὶ νέων βάσεων. <box>42 801 330 878</box>
spetsiotiki-heading: ΣΠΕΤΣΙΩΤΙΚΗ ΑΤΜΟΠΛΟΙΑ <box>974 1414 1254 1437</box>
sports-article <box>340 177 670 1419</box>
refugee-text: Χθὲς τὴν ἑσπέραν ἔλαβε χώραν εἰς τὴν αἴθουσαν τοῦ Συλλόγου ἡ γενικὴ συνέλευσις τῶν μελῶν, καθ᾽ ἣν συνεζητήθησαν διάφορα ζητήματα ἀφορῶντα εἰς τὴν πρόοδον τοῦ σωματείου καὶ τὴν ἐκλογὴν νέου διοικητικοῦ συμβουλίου. Κατὰ τὴν συνεδρίασιν ὡμίλησαν πολλοὶ ἐκ τῶν παρισταμένων ὑπὲρ τῆς ἐνισχύσεως τῆς κινήσεως καὶ τῆς ὀργανώσεως ἐπὶ νέων βάσεων. <box>914 342 1109 452</box>
kotsianos-ad <box>1324 1176 1560 1315</box>
konstantinidis-ad-name: ΙΑΤΡΟΣ Π. Λ. ΚΩΝΣΤΑΝΤΙΝΙΔΗΣ <box>978 1526 1250 1547</box>
oikonom-title-box <box>42 299 330 326</box>
cinema-ad-subtitle: ΟΜΙΛΩΝ ΚΙΝΗΜΑΤΟΓΡΑΦΟΣ <box>395 1508 615 1526</box>
water-text: Χθὲς τὴν ἑσπέραν ἔλαβε χώραν εἰς τὴν αἴθουσαν τοῦ Συλλόγου ἡ γενικὴ συνέλευσις τῶν μελῶν, καθ᾽ ἣν συνεζητήθησαν διάφορα ζητήματα ἀφορῶντα εἰς τὴν πρόοδον τοῦ σωματείου καὶ τὴν ἐκλογὴν νέου διοικητικοῦ συμβουλίου. Κατὰ τὴν συνεδρίασιν ὡμίλησαν πολλοὶ ἐκ τῶν παρισταμένων ὑπὲρ τῆς ἐνισχύσεως τῆς κινήσεως καὶ τῆς ὀργανώσεως ἐπὶ νέων βάσεων. <box>682 594 904 693</box>
koliouskas-ad <box>1324 1321 1560 1452</box>
cinema-ad-first: ΔΙΑ ΠΡΩΤΗΝ ΦΟΡΑΝ ΕΝ ΘΕΣΣΑΛΟΝΙΚΗ <box>375 1602 635 1617</box>
cinema-ad-with: ΜΕ ΤΟΝ ΔΙΑΣΗΜΟΝ ΤΕΝΟΡΟΝ <box>394 1796 616 1814</box>
velitzanidis-ad-title: ΙΑΤΡΟΣ <box>771 1516 815 1531</box>
kotsianos-ad-title: ΙΑΤΡΟΣ-ΠΑΘΟΛΟΓΟΣ <box>1390 1198 1494 1210</box>
sports-section-banner: ΑΘΛΗΤΙΣΜΟΣ <box>340 66 670 126</box>
kostaki-ad <box>914 1114 1314 1250</box>
cinema-ad-star: ΓΕΩΡΓΙΟΝ ΤΣΕΣΣΕΛ <box>387 1819 623 1847</box>
divider <box>914 1405 1314 1408</box>
chrimat-heading: ΧΡΗΜΑΤΙΣΤΗΡΙΟΝ ΕΜΠΟΡΕΥΜΑΤΩΝ <box>88 607 284 620</box>
events-text: Χθὲς τὴν ἑσπέραν ἔλαβε χώραν εἰς τὴν αἴθουσαν τοῦ Συλλόγου ἡ γενικὴ συνέλευσις τῶν μελῶν, καθ᾽ ἣν συνεζητήθησαν διάφορα ζητήματα ἀφορῶντα εἰς τὴν πρόοδον τοῦ σωματείου καὶ τὴν ἐκλογὴν νέου διοικητικοῦ συμβουλίου. Κατὰ τὴν συνεδρίασιν ὡμίλησαν πολλοὶ ἐκ τῶν παρισταμένων ὑπὲρ τῆς ἐνισχύσεως τῆς κινήσεως καὶ τῆς ὀργανώσεως ἐπὶ νέων βάσεων. <box>1324 872 1560 960</box>
moschos-ad-text: Χθὲς τὴν ἑσπέραν ἔλαβε χώραν εἰς τὴν αἴθουσαν τοῦ Συλλόγου ἡ γενικὴ συνέλευσις τῶν μελῶν, καθ᾽ ἣν συνεζητήθησαν διάφορα ζητήματα ἀφορῶντα εἰς τὴν πρόοδον τοῦ σωματείου καὶ τὴν ἐκλογὴν νέου διοικητικοῦ συμβουλίου. Κατὰ τὴν συνεδρίασιν ὡμίλησαν πολλοὶ ἐκ τῶν παρισταμένων ὑπὲρ τῆς ἐνισχύσεως τῆς κινήσεως καὶ τῆς ὀργανώσεως ἐπὶ νέων βάσεων. <box>1334 1531 1550 1630</box>
table-row: Στοκχόλμη 20.7 <box>191 930 328 941</box>
sports-text: Χθὲς τὴν ἑσπέραν ἔλαβε χώραν εἰς τὴν αἴθουσαν τοῦ Συλλόγου ἡ γενικὴ συνέλευσις τῶν μελῶν, καθ᾽ ἣν συνεζητήθησαν διάφορα ζητήματα ἀφορῶντα εἰς τὴν πρόοδον τοῦ σωματείου καὶ τὴν ἐκλογὴν νέου διοικητικοῦ συμβουλίου. Κατὰ τὴν συνεδρίασιν ὡμίλησαν πολλοὶ ἐκ τῶν παρισταμένων ὑπὲρ τῆς ἐνισχύσεως τῆς κινήσεως καὶ τῆς ὀργανώσεως ἐπὶ νέων βάσεων. <box>340 1005 500 1137</box>
moulas-ad-name: ΑΛΕΞ. Θ. ΜΟΥΛΑΣ <box>1385 1648 1499 1664</box>
events-text: Χθὲς τὴν ἑσπέραν ἔλαβε χώραν εἰς τὴν αἴθουσαν τοῦ Συλλόγου ἡ γενικὴ συνέλευσις τῶν μελῶν, καθ᾽ ἣν συνεζητήθησαν διάφορα ζητήματα ἀφορῶντα εἰς τὴν πρόοδον τοῦ σωματείου καὶ τὴν ἐκλογὴν νέου διοικητικοῦ συμβουλίου. Κατὰ τὴν συνεδρίασιν ὡμίλησαν πολλοὶ ἐκ τῶν παρισταμένων ὑπὲρ τῆς ἐνισχύσεως τῆς κινήσεως καὶ τῆς ὀργανώσεως ἐπὶ νέων βάσεων. <box>1324 662 1560 750</box>
table-row: Πράγα 2.29 <box>191 950 328 961</box>
charitantis-ad-name: ΑΝ. ΧΑΡΙΤΑΝΤΗΣ <box>1376 1465 1508 1483</box>
refugee-subhead: ΔΙΑ ΣΤΑΜΑΤΗΜΑ ΠΛΗΡΩΜΗΣ ΕΛΛΕΙΨΕΙ ΟΜΟΛΟΓΙΩΝ <box>959 205 1268 220</box>
table-row: Βουκουρέστιον 0.4 <box>191 900 328 911</box>
charitantis-ad-title: ΕΙΔΙΚΟΣ ΠΑΘΟΛΟΓΟΣ <box>1388 1482 1496 1494</box>
american-export-ad <box>914 1256 1314 1399</box>
cinema-ad-price: ΤΙΜΗ ΕΙΣΙΤΗΡΙΟΥ ΔΡ. 25 <box>408 1888 602 1908</box>
bezantzi-text: Χθὲς τὴν ἑσπέραν ἔλαβε χώραν εἰς τὴν αἴθουσαν τοῦ Συλλόγου ἡ γενικὴ συνέλευσις τῶν μελῶν, καθ᾽ ἣν συνεζητήθησαν διάφορα ζητήματα ἀφορῶντα εἰς τὴν πρόοδον τοῦ σωματείου καὶ τὴν ἐκλογὴν νέου διοικητικοῦ συμβουλίου. Κατὰ τὴν συνεδρίασιν ὡμίλησαν πολλοὶ ἐκ τῶν παρισταμένων ὑπὲρ τῆς ἐνισχύσεως τῆς κινήσεως καὶ τῆς ὀργανώσεως ἐπὶ νέων βάσεων. <box>1119 859 1314 969</box>
header-page-number: ΣΕΛΙΣ 3 <box>1500 40 1552 56</box>
kostaki-ad-headline: ΦΑΙΝΕΤΑΙ <box>925 1123 1122 1166</box>
akinita-heading: ΤΑ ΑΚΙΝΗΤΑ ΤΩΝ ΕΛΛΗΝΩΝ ΥΠΗΚΟΩΝ <box>1131 478 1302 489</box>
events-text: Χθὲς τὴν ἑσπέραν ἔλαβε χώραν εἰς τὴν αἴθουσαν τοῦ Συλλόγου ἡ γενικὴ συνέλευσις τῶν μελῶν, καθ᾽ ἣν συνεζητήθησαν διάφορα ζητήματα ἀφορῶντα εἰς τὴν πρόοδον τοῦ σωματείου καὶ τὴν ἐκλογὴν νέου διοικητικοῦ συμβουλίου. Κατὰ τὴν συνεδρίασιν ὡμίλησαν πολλοὶ ἐκ τῶν παρισταμένων ὑπὲρ τῆς ἐνισχύσεως τῆς κινήσεως καὶ τῆς ὀργανώσεως ἐπὶ νέων βάσεων. <box>1324 767 1560 855</box>
fx-table <box>42 900 183 960</box>
kelli-clinic-title: ΚΛΙΝΙΚΗ - ΚΕΛΛΗ <box>742 1067 844 1082</box>
cinema-ad-genre: ΑΣΜΑ - ΟΡΧΗΣΤΡΑ - ΟΠΕΡΑ <box>416 1855 594 1870</box>
iliadis-ad-title: ΙΑΤΡΟΣ - ΜΙΚΡΟΒΙΟΛΟΓΟΣ <box>728 1288 858 1299</box>
sports-text: Χθὲς τὴν ἑσπέραν ἔλαβε χώραν εἰς τὴν αἴθουσαν τοῦ Συλλόγου ἡ γενικὴ συνέλευσις τῶν μελῶν, καθ᾽ ἣν συνεζητήθησαν διάφορα ζητήματα ἀφορῶντα εἰς τὴν πρόοδον τοῦ σωματείου καὶ τὴν ἐκλογὴν νέου διοικητικοῦ συμβουλίου. Κατὰ τὴν συνεδρίασιν ὡμίλησαν πολλοὶ ἐκ τῶν παρισταμένων ὑπὲρ τῆς ἐνισχύσεως τῆς κινήσεως καὶ τῆς ὀργανώσεως ἐπὶ νέων βάσεων. <box>340 1143 500 1275</box>
iliadis-ad <box>682 1266 904 1306</box>
eidiseis-text-3: Χθὲς τὴν ἑσπέραν ἔλαβε χώραν εἰς τὴν αἴθουσαν τοῦ Συλλόγου ἡ γενικὴ συνέλευσις τῶν μελῶν, καθ᾽ ἣν συνεζητήθησαν διάφορα ζητήματα ἀφορῶντα εἰς τὴν πρόοδον τοῦ σωματείου καὶ τὴν ἐκλογὴν νέου διοικητικοῦ συμβουλίου. Κατὰ τὴν συνεδρίασιν ὡμίλησαν πολλοὶ ἐκ τῶν παρισταμένων ὑπὲρ τῆς ἐνισχύσεως τῆς κινήσεως καὶ τῆς ὀργανώσεως ἐπὶ νέων βάσεων. <box>42 1245 330 1322</box>
emporiki-text: Χθὲς τὴν ἑσπέραν ἔλαβε χώραν εἰς τὴν αἴθουσαν τοῦ Συλλόγου ἡ γενικὴ συνέλευσις τῶν μελῶν, καθ᾽ ἣν συνεζητήθησαν διάφορα ζητήματα ἀφορῶντα εἰς τὴν πρόοδον τοῦ σωματείου καὶ τὴν ἐκλογὴν νέου διοικητικοῦ συμβουλίου. Κατὰ τὴν συνεδρίασιν ὡμίλησαν πολλοὶ ἐκ τῶν παρισταμένων ὑπὲρ τῆς ἐνισχύσεως τῆς κινήσεως καὶ τῆς ὀργανώσεως ἐπὶ νέων βάσεων. <box>42 358 330 435</box>
labour-section-banner: ΕΡΓΑΤΙΚΑ <box>682 66 904 100</box>
prosfyges-text: Χθὲς τὴν ἑσπέραν ἔλαβε χώραν εἰς τὴν αἴθουσαν τοῦ Συλλόγου ἡ γενικὴ συνέλευσις τῶν μελῶν, καθ᾽ ἣν συνεζητήθησαν διάφορα ζητήματα ἀφορῶντα εἰς τὴν πρόοδον τοῦ σωματείου καὶ τὴν ἐκλογὴν νέου διοικητικοῦ συμβουλίου. Κατὰ τὴν συνεδρίασιν ὡμίλησαν πολλοὶ ἐκ τῶν παρισταμένων ὑπὲρ τῆς ἐνισχύσεως τῆς κινήσεως καὶ τῆς ὀργανώσεως ἐπὶ νέων βάσεων. <box>42 981 330 1058</box>
column-events <box>1324 66 1560 2141</box>
omologiai-text: Χθὲς τὴν ἑσπέραν ἔλαβε χώραν εἰς τὴν αἴθουσαν τοῦ Συλλόγου ἡ γενικὴ συνέλευσις τῶν μελῶν, καθ᾽ ἣν συνεζητήθησαν διάφορα ζητήματα ἀφορῶντα εἰς τὴν πρόοδον τοῦ σωματείου καὶ τὴν ἐκλογὴν νέου διοικητικοῦ συμβουλίου. Κατὰ τὴν συνεδρίασιν ὡμίλησαν πολλοὶ ἐκ τῶν παρισταμένων ὑπὲρ τῆς ἐνισχύσεως τῆς κινήσεως καὶ τῆς ὀργανώσεως ἐπὶ νέων βάσεων. <box>914 469 1109 579</box>
chrysanthou-ad-text: Χθὲς τὴν ἑσπέραν ἔλαβε χώραν εἰς τὴν αἴθουσαν τοῦ Συλλόγου ἡ γενικὴ συνέλευσις τῶν μελῶν, καθ᾽ ἣν συνεζητήθησαν διάφορα ζητήματα ἀφορῶντα εἰς τὴν πρόοδον τοῦ σωματείου καὶ τὴν ἐκλογὴν νέου διοικητικοῦ συμβουλίου. Κατὰ τὴν συνεδρίασιν ὡμίλησαν πολλοὶ ἐκ τῶν παρισταμένων ὑπὲρ τῆς ἐνισχύσεως τῆς κινήσεως καὶ τῆς ὀργανώσεως ἐπὶ νέων βάσεων. <box>694 1335 892 1445</box>
fedi-ad-name: ΚΑΡΟΛΟΣ ΦΕΔΗ <box>732 1210 854 1228</box>
moulas-ad-title: Στοματολόγος Ὀδοντοϊατρὸς <box>1375 1663 1509 1674</box>
column-labour <box>682 66 904 2141</box>
stivadoroi-heading: ΟΙ ΣΤΙΒΑΔΟΡΟΙ <box>751 337 835 350</box>
sports-text: Χθὲς τὴν ἑσπέραν ἔλαβε χώραν εἰς τὴν αἴθουσαν τοῦ Συλλόγου ἡ γενικὴ συνέλευσις τῶν μελῶν, καθ᾽ ἣν συνεζητήθησαν διάφορα ζητήματα ἀφορῶντα εἰς τὴν πρόοδον τοῦ σωματείου καὶ τὴν ἐκλογὴν νέου διοικητικοῦ συμβουλίου. Κατὰ τὴν συνεδρίασιν ὡμίλησαν πολλοὶ ἐκ τῶν παρισταμένων ὑπὲρ τῆς ἐνισχύσεως τῆς κινήσεως καὶ τῆς ὀργανώσεως ἐπὶ νέων βάσεων. <box>340 729 500 861</box>
table-row: Ὄσλο 20.60 <box>191 940 328 951</box>
sports-text: Χθὲς τὴν ἑσπέραν ἔλαβε χώραν εἰς τὴν αἴθουσαν τοῦ Συλλόγου ἡ γενικὴ συνέλευσις τῶν μελῶν, καθ᾽ ἣν συνεζητήθησαν διάφορα ζητήματα ἀφορῶντα εἰς τὴν πρόοδον τοῦ σωματείου καὶ τὴν ἐκλογὴν νέου διοικητικοῦ συμβουλίου. Κατὰ τὴν συνεδρίασιν ὡμίλησαν πολλοὶ ἐκ τῶν παρισταμένων ὑπὲρ τῆς ἐνισχύσεως τῆς κινήσεως καὶ τῆς ὀργανώσεως ἐπὶ νέων βάσεων. <box>510 453 670 585</box>
kostaki-ad-line-1: πῶς δὲν ὑπάρχουν κοὶ <box>1132 1135 1303 1154</box>
kapnou-text-2: Χθὲς τὴν ἑσπέραν ἔλαβε χώραν εἰς τὴν αἴθουσαν τοῦ Συλλόγου ἡ γενικὴ συνέλευσις τῶν μελῶν, καθ᾽ ἣν συνεζητήθησαν διάφορα ζητήματα ἀφορῶντα εἰς τὴν πρόοδον τοῦ σωματείου καὶ τὴν ἐκλογὴν νέου διοικητικοῦ συμβουλίου. Κατὰ τὴν συνεδρίασιν ὡμίλησαν πολλοὶ ἐκ τῶν παρισταμένων ὑπὲρ τῆς ἐνισχύσεως τῆς κινήσεως καὶ τῆς ὀργανώσεως ἐπὶ νέων βάσεων. <box>914 975 1109 1085</box>
